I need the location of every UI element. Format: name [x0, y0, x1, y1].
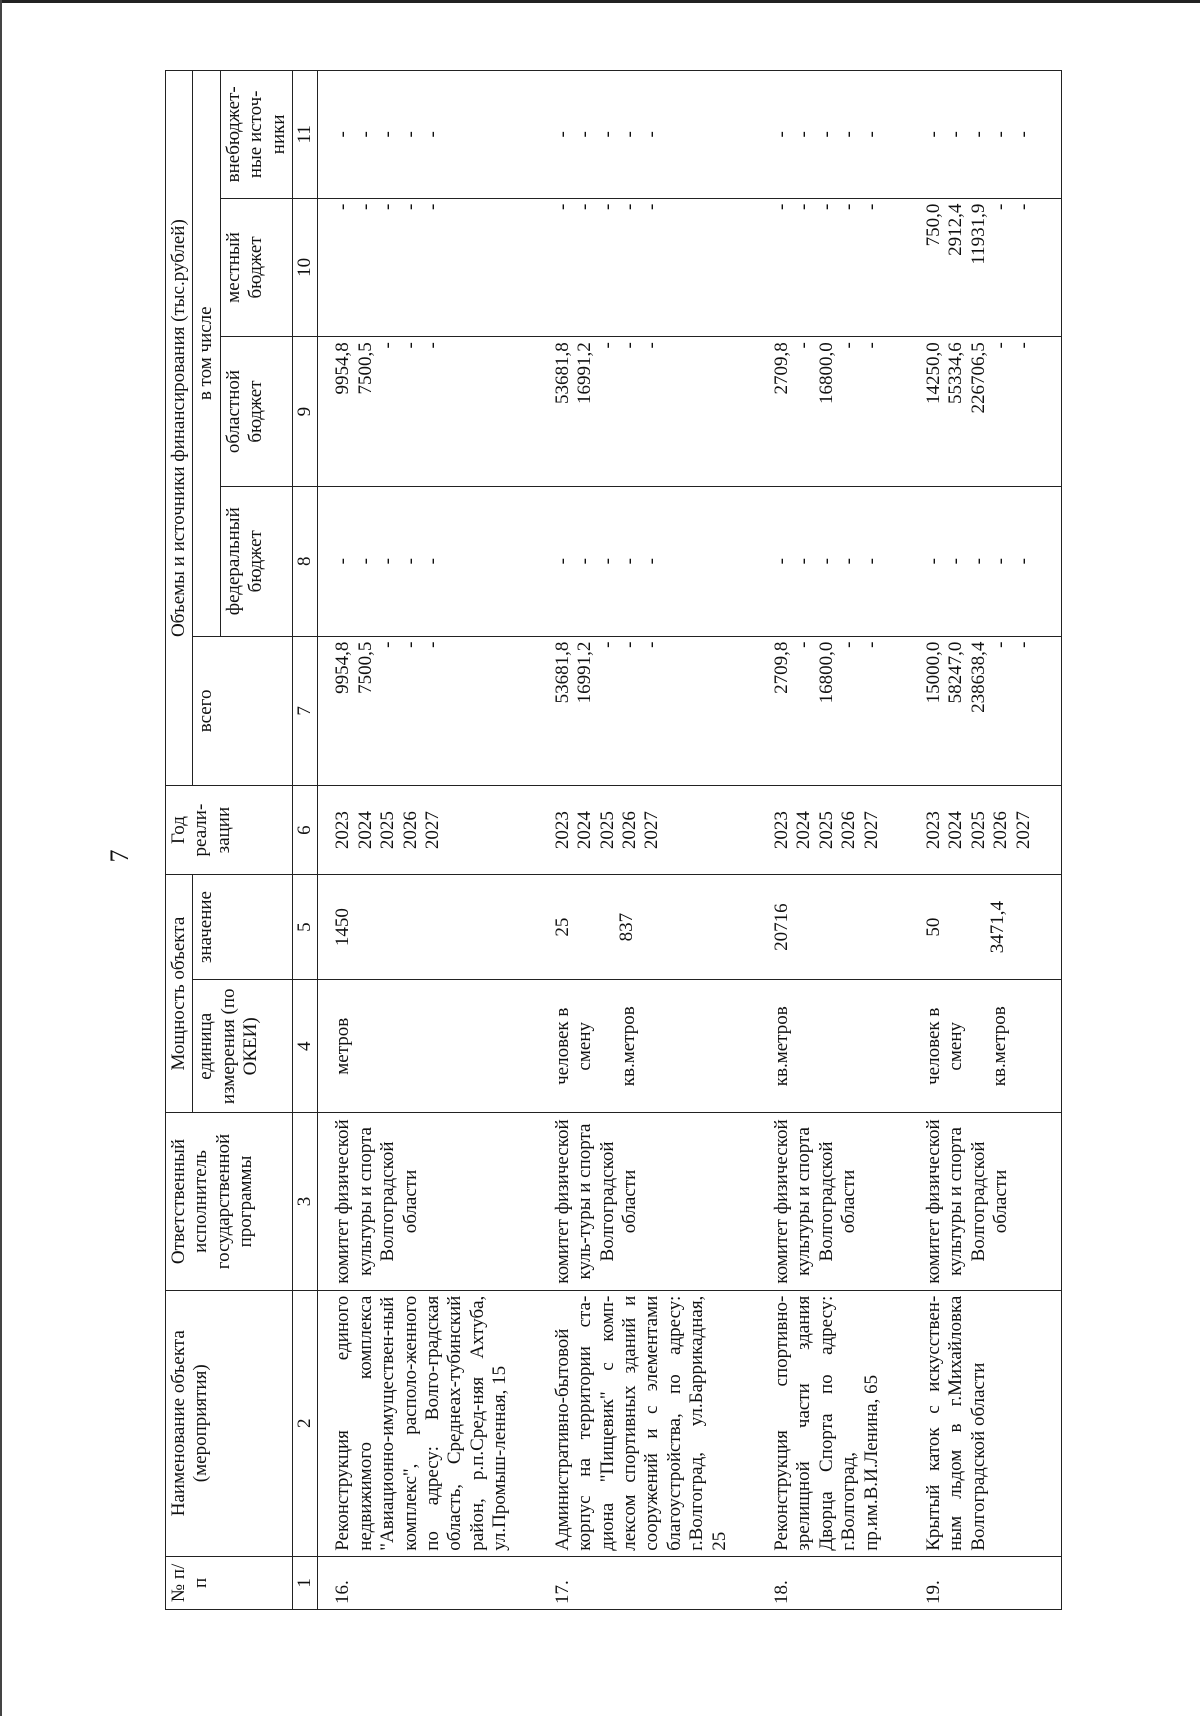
total-amount: 238638,4 — [967, 641, 989, 713]
total-amount: 53681,8 — [551, 641, 573, 704]
extra-budgetary-amount: - — [377, 131, 399, 138]
extra-budgetary-amount: - — [967, 131, 989, 138]
total-amount: - — [641, 641, 663, 648]
local-amount: - — [399, 203, 421, 210]
header-federal: федеральный бюджет — [220, 486, 292, 636]
unit-primary: человек в смену — [922, 1007, 967, 1085]
regional-amount: 7500,5 — [354, 342, 376, 395]
federal-amount: - — [377, 558, 399, 565]
total-amount: 16991,2 — [574, 641, 596, 704]
row-number-cell — [757, 1556, 909, 1609]
federal-amount: - — [793, 558, 815, 565]
total-cell — [538, 636, 757, 786]
column-number: 3 — [293, 1113, 318, 1290]
local-amount: - — [422, 203, 444, 210]
year-value: 2024 — [793, 811, 815, 850]
value-primary: 50 — [922, 917, 944, 937]
header-executor: Ответственный исполнитель государственной программы — [166, 1113, 293, 1290]
year-value: 2023 — [770, 811, 792, 850]
federal-cell — [538, 486, 757, 636]
spacer — [376, 880, 397, 974]
executor-cell — [909, 1113, 1062, 1290]
local-amount: - — [1012, 203, 1034, 210]
column-number: 11 — [293, 71, 318, 199]
regional-amount: - — [641, 342, 663, 349]
local-amount: - — [838, 203, 860, 210]
year-value: 2023 — [332, 811, 354, 850]
year-cell — [909, 786, 1062, 875]
extra-budgetary-amount: - — [1012, 131, 1034, 138]
federal-amount: - — [641, 558, 663, 565]
column-number: 10 — [293, 198, 318, 337]
row-number: 17. — [551, 1580, 573, 1604]
year-value: 2026 — [399, 811, 421, 850]
spacer — [595, 880, 616, 974]
extra-budgetary-amount: - — [574, 131, 596, 138]
year-value: 2025 — [377, 811, 399, 850]
year-value: 2024 — [354, 811, 376, 850]
federal-cell — [757, 486, 909, 636]
row-number: 18. — [770, 1580, 792, 1604]
total-amount: 2709,8 — [770, 641, 792, 694]
page-number: 7 — [105, 849, 134, 863]
local-amount: - — [815, 203, 837, 210]
total-amount: 9954,8 — [332, 641, 354, 694]
total-amount: - — [860, 641, 882, 648]
unit-primary: кв.метров — [770, 1006, 792, 1087]
header-capacity: Мощность объекта — [166, 874, 193, 1112]
object-name-cell — [318, 1290, 538, 1556]
year-value: 2027 — [860, 811, 882, 850]
local-cell — [318, 198, 538, 337]
spacer — [574, 880, 595, 974]
unit-cell — [538, 980, 757, 1113]
header-object-name: Наименование объекта (мероприятия) — [166, 1290, 293, 1556]
extra-budgetary-amount: - — [815, 131, 837, 138]
federal-amount: - — [945, 558, 967, 565]
value-primary: 1450 — [332, 908, 354, 947]
regional-amount: - — [990, 342, 1012, 349]
spacer — [814, 880, 835, 974]
header-number: № п/п — [166, 1556, 293, 1609]
total-amount: - — [399, 641, 421, 648]
extra-budgetary-amount: - — [422, 131, 444, 138]
regional-amount: 2709,8 — [770, 342, 792, 395]
row-number: 16. — [332, 1580, 354, 1604]
total-cell — [909, 636, 1062, 786]
year-value: 2024 — [574, 811, 596, 850]
spacer — [793, 880, 814, 974]
value-secondary: 3471,4 — [987, 900, 1009, 954]
federal-amount: - — [332, 558, 354, 565]
regional-cell — [538, 337, 757, 487]
value-cell — [538, 874, 757, 979]
federal-amount: - — [354, 558, 376, 565]
object-name: Реконструкция единого недвижимого комплекса "Авиационно-имуществен-ный комплекс", располо-женного по адресу: Волго-градская область, Среднеах-тубинский район, р.п.Сред-няя Ахтуба, ул.Промыш-ленная, 15 — [332, 1295, 511, 1551]
federal-amount: - — [618, 558, 640, 565]
total-amount: 15000,0 — [922, 641, 944, 704]
federal-amount: - — [1012, 558, 1034, 565]
year-value: 2024 — [945, 811, 967, 850]
total-cell — [757, 636, 909, 786]
spacer — [355, 880, 376, 974]
column-number: 4 — [293, 980, 318, 1113]
extra-budgetary-amount: - — [332, 131, 354, 138]
table-body — [318, 71, 1062, 1610]
regional-amount: 53681,8 — [551, 342, 573, 404]
value-cell — [318, 874, 538, 979]
header-financing: Объемы и источники финансирования (тыс.рублей) — [166, 71, 193, 786]
object-name: Административно-бытовой корпус на территории ста-диона "Пищевик" с комп-лексом спортивных зданий и сооружений и с элементами благоустройства, по адресу: г.Волгоград, ул.Баррикадная, 25 — [551, 1295, 730, 1551]
total-amount: - — [422, 641, 444, 648]
column-number: 8 — [293, 486, 318, 636]
year-cell — [318, 786, 538, 875]
local-amount: 750,0 — [922, 203, 944, 247]
regional-cell — [909, 337, 1062, 487]
object-name-cell — [757, 1290, 909, 1556]
total-amount: 7500,5 — [354, 641, 376, 694]
unit-cell — [318, 980, 538, 1113]
header-value: значение — [193, 874, 293, 979]
local-amount: - — [551, 203, 573, 210]
object-name: Реконструкция спортивно-зрелищной части здания Дворца Спорта по адресу: г.Волгоград, пр.им.В.И.Ленина, 65 — [770, 1295, 882, 1551]
federal-amount: - — [860, 558, 882, 565]
federal-amount: - — [574, 558, 596, 565]
year-cell — [538, 786, 757, 875]
regional-amount: 16991,2 — [574, 342, 596, 404]
unit-secondary: кв.метров — [988, 1006, 1010, 1087]
total-amount: 16800,0 — [815, 641, 837, 704]
local-amount: - — [332, 203, 354, 210]
year-cell — [757, 786, 909, 875]
federal-amount: - — [990, 558, 1012, 565]
financing-table — [165, 70, 1062, 1610]
year-value: 2025 — [815, 811, 837, 850]
extra-budgetary-amount: - — [945, 131, 967, 138]
regional-amount: - — [618, 342, 640, 349]
row-number: 19. — [922, 1580, 944, 1604]
year-value: 2025 — [596, 811, 618, 850]
executor-name: комитет физической куль-туры и спорта Волгоградской области — [551, 1119, 640, 1284]
column-number: 1 — [293, 1556, 318, 1609]
table-row — [318, 71, 538, 1610]
extra-budgetary-amount: - — [354, 131, 376, 138]
year-value: 2023 — [922, 811, 944, 850]
total-amount: - — [990, 641, 1012, 648]
local-amount: - — [596, 203, 618, 210]
regional-amount: - — [399, 342, 421, 349]
year-value: 2027 — [1012, 811, 1034, 850]
regional-amount: - — [793, 342, 815, 349]
regional-cell — [757, 337, 909, 487]
header-including: в том числе — [193, 71, 220, 637]
total-amount: - — [618, 641, 640, 648]
total-cell — [318, 636, 538, 786]
object-name-cell — [538, 1290, 757, 1556]
extra-budgetary-cell — [757, 71, 909, 199]
extra-budgetary-amount: - — [551, 131, 573, 138]
table-row — [757, 71, 909, 1610]
extra-budgetary-cell — [538, 71, 757, 199]
extra-budgetary-amount: - — [399, 131, 421, 138]
executor-cell — [538, 1113, 757, 1290]
scan-edge-top — [0, 0, 1200, 3]
federal-amount: - — [551, 558, 573, 565]
regional-amount: 226706,5 — [967, 342, 989, 414]
federal-amount: - — [815, 558, 837, 565]
spacer — [966, 880, 987, 974]
total-amount: - — [596, 641, 618, 648]
unit-primary: метров — [332, 1017, 354, 1075]
total-amount: - — [377, 641, 399, 648]
extra-budgetary-cell — [909, 71, 1062, 199]
local-amount: - — [618, 203, 640, 210]
local-cell — [909, 198, 1062, 337]
regional-amount: 9954,8 — [332, 342, 354, 395]
year-value: 2025 — [967, 811, 989, 850]
total-amount: 58247,0 — [945, 641, 967, 704]
local-amount: - — [354, 203, 376, 210]
local-amount: - — [860, 203, 882, 210]
total-amount: - — [1012, 641, 1034, 648]
federal-cell — [318, 486, 538, 636]
header-extra-budgetary: внебюджет-ные источ-ники — [220, 71, 292, 199]
executor-name: комитет физической культуры и спорта Волгоградской области — [770, 1119, 860, 1284]
extra-budgetary-amount: - — [770, 131, 792, 138]
unit-secondary: кв.метров — [617, 1006, 639, 1087]
regional-amount: - — [860, 342, 882, 349]
federal-amount: - — [422, 558, 444, 565]
local-amount: - — [770, 203, 792, 210]
value-primary: 25 — [551, 917, 573, 937]
federal-cell — [909, 486, 1062, 636]
extra-budgetary-amount: - — [596, 131, 618, 138]
local-amount: 2912,4 — [945, 203, 967, 256]
year-value: 2026 — [990, 811, 1012, 850]
federal-amount: - — [770, 558, 792, 565]
regional-amount: - — [838, 342, 860, 349]
year-value: 2023 — [551, 811, 573, 850]
spacer — [355, 985, 376, 1107]
scan-edge-left — [0, 0, 2, 1716]
local-amount: - — [377, 203, 399, 210]
extra-budgetary-amount: - — [618, 131, 640, 138]
header-unit: единица измерения (по ОКЕИ) — [193, 980, 293, 1113]
regional-cell — [318, 337, 538, 487]
spacer — [968, 985, 989, 1107]
year-value: 2027 — [641, 811, 663, 850]
local-amount: 11931,9 — [967, 203, 989, 265]
local-amount: - — [641, 203, 663, 210]
federal-amount: - — [596, 558, 618, 565]
local-cell — [538, 198, 757, 337]
federal-amount: - — [399, 558, 421, 565]
extra-budgetary-amount: - — [793, 131, 815, 138]
executor-cell — [318, 1113, 538, 1290]
row-number-cell — [909, 1556, 1062, 1609]
unit-cell — [909, 980, 1062, 1113]
value-secondary: 837 — [616, 912, 638, 942]
object-name: Крытый каток с искусствен-ным льдом в г.Михайловка Волгоградской области — [922, 1295, 989, 1551]
spacer — [945, 880, 966, 974]
executor-cell — [757, 1113, 909, 1290]
rotated-table-wrapper — [165, 70, 1085, 1610]
local-amount: - — [793, 203, 815, 210]
extra-budgetary-amount: - — [641, 131, 663, 138]
executor-name: комитет физической культуры и спорта Волгоградской области — [922, 1119, 1012, 1284]
header-regional: областной бюджет — [220, 337, 292, 487]
total-amount: - — [838, 641, 860, 648]
spacer — [793, 985, 814, 1107]
extra-budgetary-amount: - — [838, 131, 860, 138]
local-cell — [757, 198, 909, 337]
header-local: местный бюджет — [220, 198, 292, 337]
regional-amount: 14250,0 — [922, 342, 944, 404]
header-total: всего — [193, 636, 293, 786]
object-name-cell — [909, 1290, 1062, 1556]
federal-amount: - — [838, 558, 860, 565]
regional-amount: - — [377, 342, 399, 349]
extra-budgetary-cell — [318, 71, 538, 199]
regional-amount: - — [1012, 342, 1034, 349]
federal-amount: - — [967, 558, 989, 565]
value-cell — [909, 874, 1062, 979]
regional-amount: 16800,0 — [815, 342, 837, 404]
column-number: 7 — [293, 636, 318, 786]
column-number: 9 — [293, 337, 318, 487]
year-value: 2027 — [422, 811, 444, 850]
regional-amount: - — [422, 342, 444, 349]
year-value: 2026 — [618, 811, 640, 850]
federal-amount: - — [922, 558, 944, 565]
unit-cell — [757, 980, 909, 1113]
value-cell — [757, 874, 909, 979]
local-amount: - — [574, 203, 596, 210]
table-row — [538, 71, 757, 1610]
value-primary: 20716 — [770, 903, 792, 951]
column-number: 2 — [293, 1290, 318, 1556]
local-amount: - — [990, 203, 1012, 210]
unit-primary: человек в смену — [551, 1007, 596, 1085]
row-number-cell — [318, 1556, 538, 1609]
column-number: 5 — [293, 874, 318, 979]
row-number-cell — [538, 1556, 757, 1609]
column-number-row — [293, 71, 318, 1610]
extra-budgetary-amount: - — [922, 131, 944, 138]
year-value: 2026 — [838, 811, 860, 850]
column-number: 6 — [293, 786, 318, 875]
extra-budgetary-amount: - — [860, 131, 882, 138]
extra-budgetary-amount: - — [990, 131, 1012, 138]
executor-name: комитет физической культуры и спорта Волгоградской области — [332, 1119, 421, 1284]
spacer — [597, 985, 618, 1107]
regional-amount: - — [596, 342, 618, 349]
total-amount: - — [793, 641, 815, 648]
table-row — [909, 71, 1062, 1610]
header-year: Год реали-зации — [166, 786, 293, 875]
regional-amount: 55334,6 — [945, 342, 967, 404]
